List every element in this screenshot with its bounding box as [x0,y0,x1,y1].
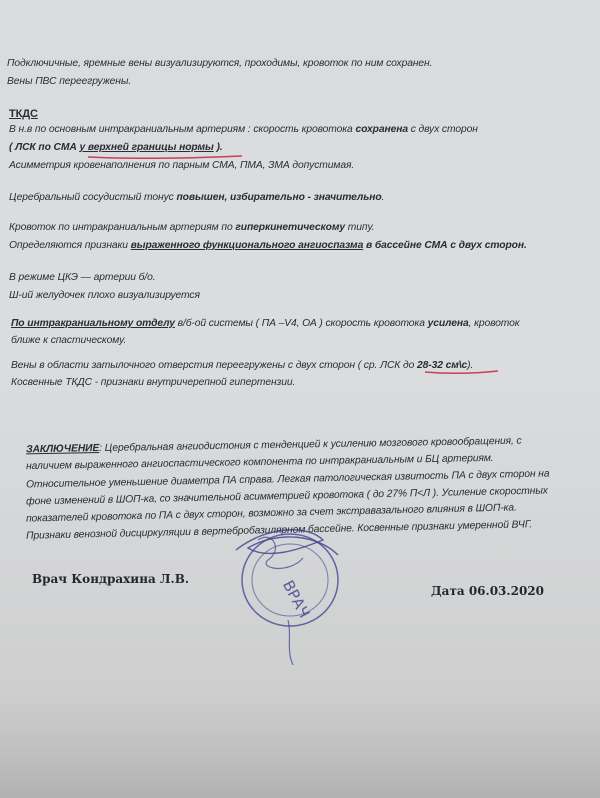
intro-line-2: Вены ПВС переегружены. [7,76,132,87]
block5-line1: По интракраниальному отделу в/б-ой системы ( ПА –V4, ОА ) скорость кровотока усилена, кровоток [11,318,520,329]
block1-line2: ( ЛСК по СМА у верхней границы нормы ). [9,142,223,153]
block3-line1: Кровоток по интракраниальным артериям по гиперкинетическому типу. [9,222,375,233]
section-title: ТКДС [9,108,38,120]
conclusion-line1: ЗАКЛЮЧЕНИЕ: Церебральная ангиодистония с тенденцией к усилению мозгового кровообращения, с [25,435,522,456]
pen-underline-norm [88,156,242,158]
pen-underline-speed [425,371,498,373]
stamp-word: ВРАЧ [278,577,314,621]
conclusion-line2: наличием выраженного ангиоспастического компонента по интракраниальным и БЦ артериям. [25,452,494,473]
conclusion-line4: фоне изменений в ШОП-ка, со значительной асимметрией кровотока ( до 27% П<Л ). Усиление скоростных [25,485,548,508]
conclusion-line5: показателей кровотока по ПА с двух сторон, возможно за счет экстравазального влияния в ШОП-ка. [25,502,517,525]
block6-line2: Косвенные ТКДС - признаки внутричерепной гипертензии. [11,377,296,388]
block6-line1: Вены в области затылочного отверстия переегружены с двух сторон ( ср. ЛСК до 28-32 см\с). [11,360,474,371]
intro-line-1: Подключичные, яремные вены визуализируются, проходимы, кровоток по ним сохранен. [7,58,433,69]
block4-line1: В режиме ЦКЭ — артерии б/о. [9,272,156,283]
block2-line: Церебральный сосудистый тонус повышен, избирательно - значительно. [9,192,385,203]
conclusion-line6: Признаки венозной дисциркуляции в вертебробазилярном бассейне. Косвенные признаки умеренной ВЧГ. [25,519,533,542]
block4-line2: Ш-ий желудочек плохо визуализируется [9,290,200,301]
block1-line3: Асимметрия кровенаполнения по парным СМА, ПМА, ЗМА допустимая. [9,160,355,171]
block1-line1: В н.в по основным интракраниальным артериям : скорость кровотока сохранена с двух сторон [9,124,478,135]
doctor-stamp [228,520,348,670]
document-date: Дата 06.03.2020 [431,584,544,598]
conclusion-line3: Относительное уменьшение диаметра ПА справа. Легкая патологическая извитость ПА с двух сторон на [25,468,550,491]
block5-line2: ближе к спастическому. [11,335,127,346]
block3-line2: Определяются признаки выраженного функционального ангиоспазма в бассейне СМА с двух сторон. [9,240,527,251]
doctor-signature-line: Врач Кондрахина Л.В. [32,572,190,586]
